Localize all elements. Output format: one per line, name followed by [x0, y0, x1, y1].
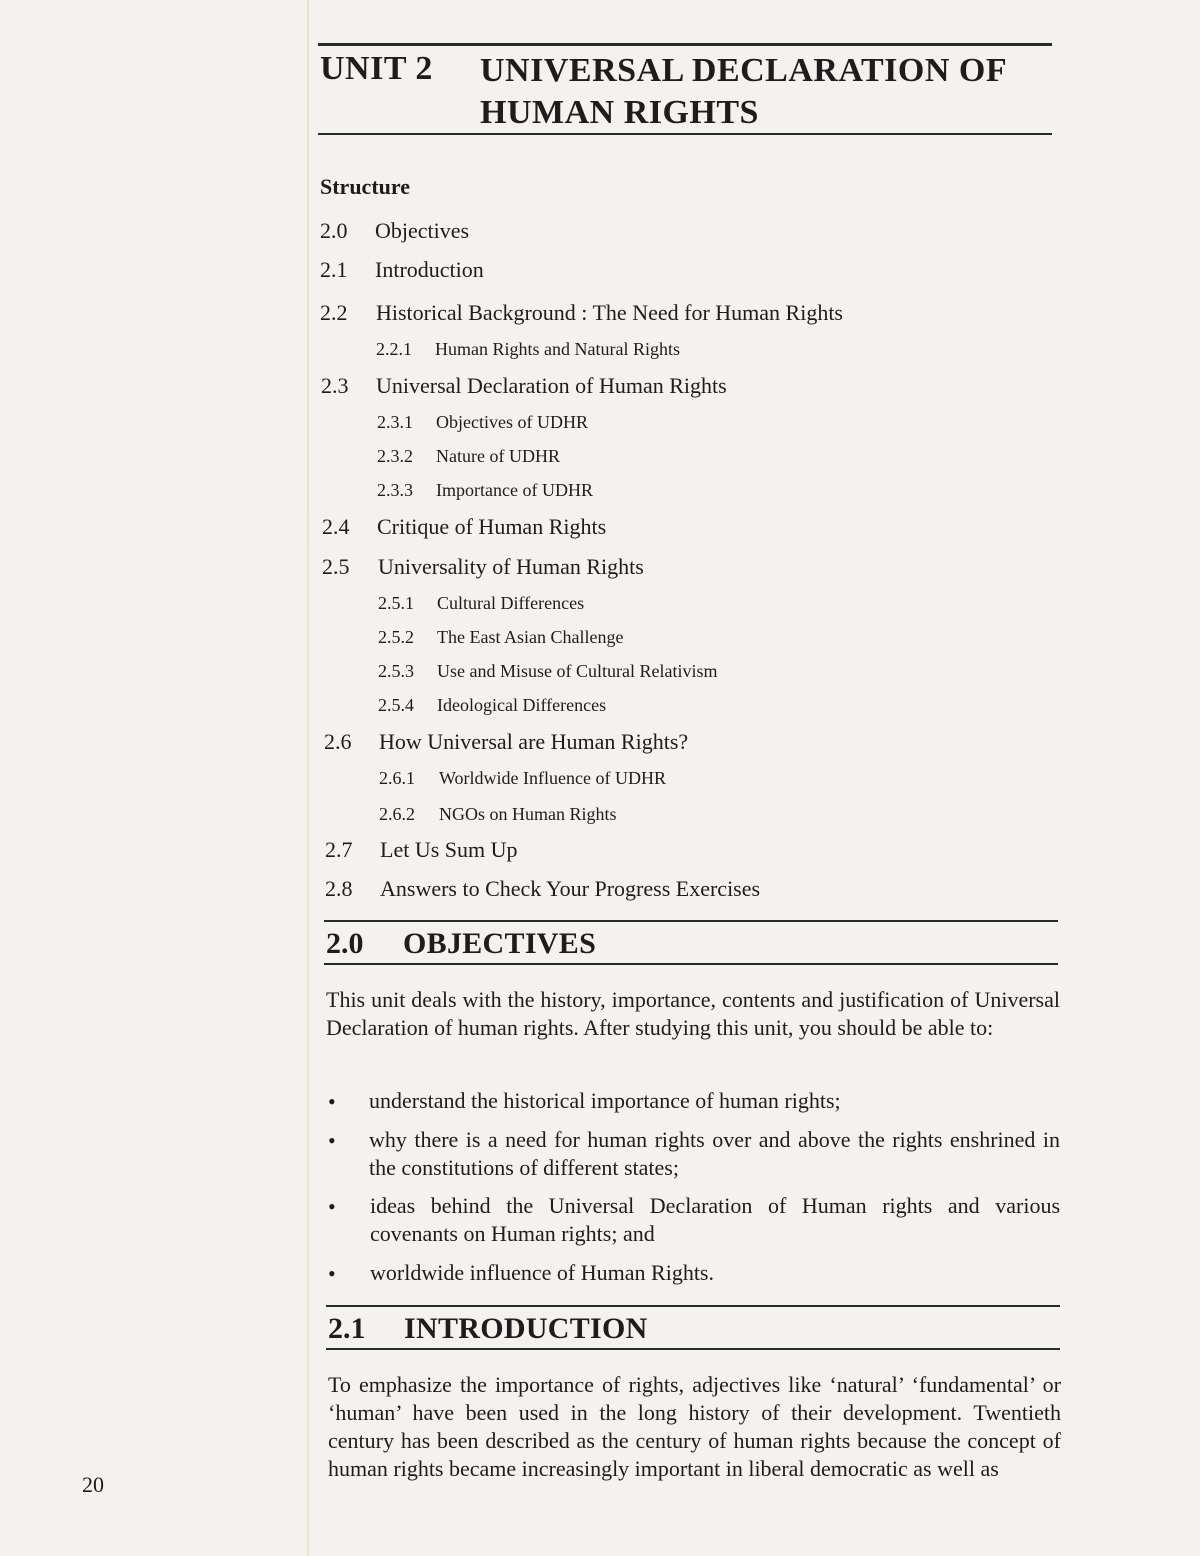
toc-sub-number: 2.5.3	[378, 661, 414, 681]
toc-subitem-nature-udhr: Nature of UDHR	[436, 446, 560, 466]
toc-subitem-ngos: NGOs on Human Rights	[439, 804, 617, 824]
toc-sub-number: 2.3.3	[377, 480, 413, 500]
toc-sub-number: 2.6.1	[379, 768, 415, 788]
section-number: 2.0	[326, 927, 364, 960]
unit-label: UNIT 2	[320, 50, 433, 87]
toc-subitem-worldwide-influence: Worldwide Influence of UDHR	[439, 768, 666, 788]
list-item: why there is a need for human rights over and above the rights enshrined in the constitutions of different states;	[369, 1127, 1060, 1180]
toc-subitem-importance-udhr: Importance of UDHR	[436, 480, 593, 500]
toc-item-critique: Critique of Human Rights	[377, 514, 607, 539]
toc-sub-number: 2.6.2	[379, 804, 415, 824]
list-item: worldwide influence of Human Rights.	[370, 1260, 714, 1285]
toc-number: 2.2	[320, 300, 348, 325]
toc-sub-number: 2.5.1	[378, 593, 414, 613]
toc-item-introduction: Introduction	[375, 257, 484, 282]
toc-item-udhr: Universal Declaration of Human Rights	[376, 373, 727, 398]
introduction-top-rule	[326, 1305, 1060, 1307]
header-top-rule	[318, 43, 1052, 46]
toc-subitem-east-asian-challenge: The East Asian Challenge	[437, 627, 624, 647]
objectives-top-rule	[324, 920, 1058, 922]
introduction-paragraph: To emphasize the importance of rights, adjectives like ‘natural’ ‘fundamental’ or ‘human’ have been used in the long history of their development. Twentieth century has been described as the century of human rights because the concept of human rights became increasingly important in liberal democratic as well as	[328, 1372, 1061, 1481]
toc-number: 2.5	[322, 554, 350, 579]
toc-item-sum-up: Let Us Sum Up	[380, 837, 518, 862]
section-title-introduction: INTRODUCTION	[404, 1312, 648, 1345]
toc-subitem-natural-rights: Human Rights and Natural Rights	[435, 339, 680, 359]
toc-number: 2.0	[320, 218, 348, 243]
page-number: 20	[82, 1472, 104, 1497]
toc-subitem-cultural-relativism: Use and Misuse of Cultural Relativism	[437, 661, 718, 681]
toc-sub-number: 2.5.2	[378, 627, 414, 647]
introduction-bottom-rule	[326, 1348, 1060, 1350]
bullet-dot: •	[328, 1194, 336, 1219]
objectives-bottom-rule	[324, 963, 1058, 965]
list-item: ideas behind the Universal Declaration of Human rights and various covenants on Human rights; and	[370, 1193, 1060, 1246]
section-title-objectives: OBJECTIVES	[403, 927, 597, 960]
toc-subitem-cultural-differences: Cultural Differences	[437, 593, 585, 613]
toc-number: 2.8	[325, 876, 353, 901]
bullet-dot: •	[328, 1261, 336, 1286]
toc-number: 2.7	[325, 837, 353, 862]
bullet-dot: •	[328, 1128, 336, 1153]
toc-subitem-ideological-differences: Ideological Differences	[437, 695, 607, 715]
objectives-intro-paragraph: This unit deals with the history, importance, contents and justification of Universal Declaration of human rights. After studying this unit, you should be able to:	[326, 987, 1060, 1040]
section-number: 2.1	[328, 1312, 366, 1345]
header-bottom-rule	[318, 133, 1052, 135]
toc-number: 2.3	[321, 373, 349, 398]
toc-number: 2.6	[324, 729, 352, 754]
bullet-dot: •	[328, 1089, 336, 1114]
toc-item-historical-background: Historical Background : The Need for Human Rights	[376, 300, 843, 325]
toc-number: 2.4	[322, 514, 350, 539]
toc-item-universality: Universality of Human Rights	[378, 554, 644, 579]
toc-item-objectives: Objectives	[375, 218, 470, 243]
toc-sub-number: 2.5.4	[378, 695, 414, 715]
toc-sub-number: 2.3.2	[377, 446, 413, 466]
toc-item-how-universal: How Universal are Human Rights?	[379, 729, 689, 754]
toc-subitem-objectives-udhr: Objectives of UDHR	[436, 412, 588, 432]
toc-sub-number: 2.2.1	[376, 339, 412, 359]
structure-heading: Structure	[320, 174, 411, 199]
toc-item-answers: Answers to Check Your Progress Exercises	[380, 876, 761, 901]
toc-number: 2.1	[320, 257, 348, 282]
unit-title: UNIVERSAL DECLARATION OF HUMAN RIGHTS	[480, 52, 1006, 131]
list-item: understand the historical importance of human rights;	[369, 1088, 841, 1113]
toc-sub-number: 2.3.1	[377, 412, 413, 432]
